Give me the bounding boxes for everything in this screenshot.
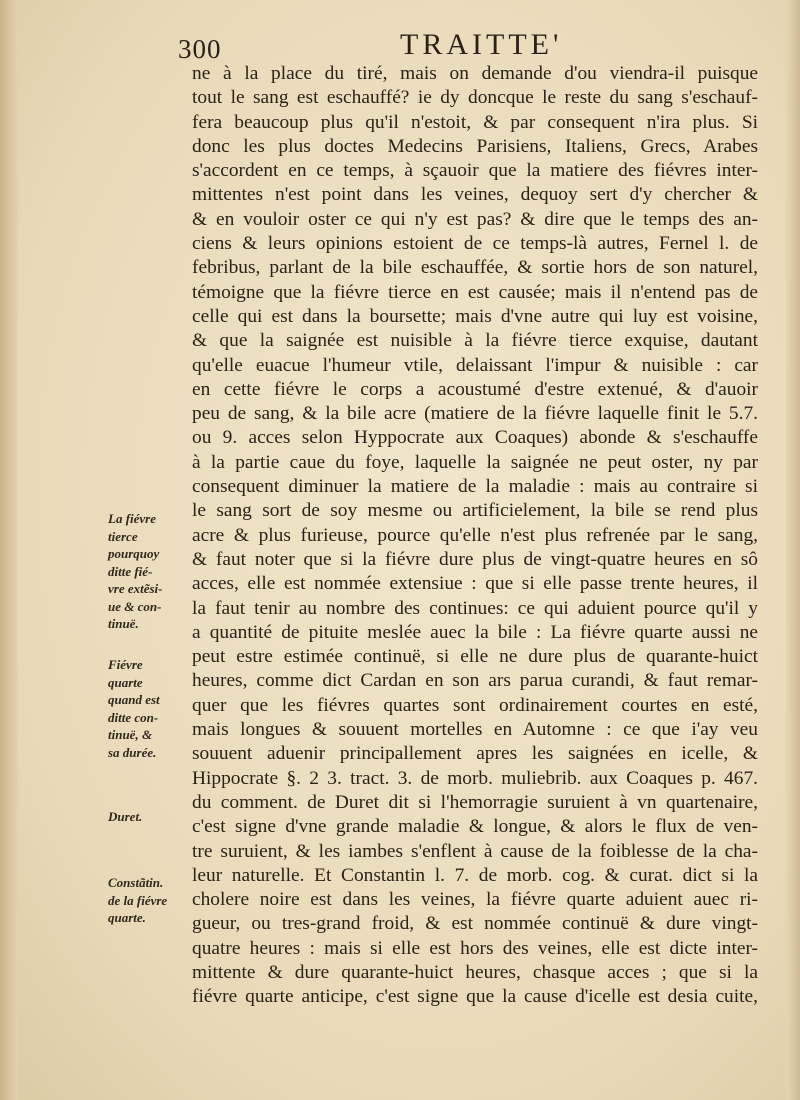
text-line: gueur, ou tres-grand froid, & est nommée continuë & dure vingt- — [192, 913, 758, 935]
margin-note-line: tinuë. — [108, 616, 139, 631]
margin-note-line: de la fiévre — [108, 892, 168, 908]
margin-note-line: pourquoy — [108, 546, 160, 561]
text-line: peu de sang, & la bile acre (matiere de la fiévre laquelle finit le 5.7. — [192, 403, 758, 425]
text-line: tout le sang est eschauffé? ie dy doncque le reste du sang s'eschauf- — [192, 87, 758, 109]
margin-note-line: ue & con- — [108, 598, 162, 614]
text-line: cholere noire est dans les veines, la fiévre quarte aduient auec ri- — [192, 889, 758, 911]
margin-note-line: Constãtin. — [108, 875, 164, 890]
text-line: souuent aduenir principallement apres les saignées en icelle, & — [192, 743, 758, 765]
text-line: en cette fiévre le corps a acoustumé d'estre extenué, & d'auoir — [192, 378, 758, 400]
body-text — [192, 62, 758, 1010]
text-line: à la partie caue du foye, laquelle la saignée ne peut oster, ny par — [192, 451, 758, 473]
margin-note-line: ditte con- — [108, 709, 159, 725]
margin-note-line: quarte. — [108, 910, 146, 925]
text-line: témoigne que la fiévre tierce en est causée; mais il n'entend pas de — [192, 281, 758, 303]
text-line: tre suruient, & les iambes s'enflent à cause de la foiblesse de la cha- — [192, 840, 758, 862]
running-title: TRAITTE' — [400, 28, 563, 61]
text-line: ne à la place du tiré, mais on demande d'ou viendra-il puisque — [192, 63, 758, 84]
text-line: & faut noter que si la fiévre dure plus de vingt-quatre heures en sô — [192, 548, 758, 570]
text-line: a quantité de pituite meslée auec la bile : La fiévre quarte aussi ne — [192, 621, 758, 643]
margin-note — [108, 656, 198, 761]
text-line: ciens & leurs opinions estoient de ce temps-là autres, Fernel l. de — [192, 233, 758, 255]
margin-note-line: vre extẽsi- — [108, 581, 163, 596]
text-line: mittentes n'est point dans les veines, dequoy sert d'y chercher & — [192, 184, 758, 206]
text-line: mittente & dure quarante-huict heures, chasque acces ; que si la — [192, 961, 758, 983]
text-line: du comment. de Duret dit si l'hemorragie suruient à vn quartenaire, — [192, 791, 758, 813]
page-edge-right — [786, 0, 800, 1100]
text-line: mais longues & souuent mortelles en Automne : ce que i'ay veu — [192, 719, 758, 741]
text-line: fiévre quarte anticipe, c'est signe que la cause d'icelle est desia cuite, — [192, 986, 758, 1008]
text-line: febribus, parlant de la bile eschauffée, & sortie hors de son naturel, — [192, 257, 758, 279]
text-line: heures, comme dict Cardan en son ars parua curandi, & faut remar- — [192, 670, 758, 692]
margin-note-line: ditte fié- — [108, 563, 153, 579]
margin-note-line: quand est — [108, 692, 160, 707]
text-line: acre & plus furieuse, pource qu'elle n'est plus refrenée par le sang, — [192, 524, 758, 546]
text-line: & en vouloir oster ce qui n'y est pas? & dire que le temps des an- — [192, 208, 758, 230]
text-line: donc les plus doctes Medecins Parisiens, Italiens, Grecs, Arabes — [192, 135, 758, 157]
text-line: fera beaucoup plus qu'il n'estoit, & par consequent n'ira plus. Si — [192, 111, 758, 133]
text-line: s'accordent en ce temps, à sçauoir que la matiere des fiévres inter- — [192, 160, 758, 182]
margin-note-line: La fiévre — [108, 511, 157, 526]
page-number: 300 — [178, 34, 222, 64]
text-line: quer que les fiévres quartes sont ordinairement courtes en esté, — [192, 694, 758, 716]
text-line: acces, elle est nommée extensiue : que si elle passe trente heures, il — [192, 573, 758, 595]
page-edge-left — [0, 0, 18, 1100]
text-line: c'est signe d'vne grande maladie & longue, & alors le flux de ven- — [192, 816, 758, 838]
text-line: Hippocrate §. 2 3. tract. 3. de morb. muliebrib. aux Coaques p. 467. — [192, 767, 758, 789]
text-line: celle qui est dans la boursette; mais d'vne autre qui luy est voisine, — [192, 305, 758, 327]
text-line: la faut tenir au nombre des continues: ce qui aduient pource qu'il y — [192, 597, 758, 619]
margin-note — [108, 874, 198, 927]
margin-note-line: quarte — [108, 674, 143, 690]
margin-note — [108, 510, 198, 633]
margin-note — [108, 808, 198, 826]
text-line: ou 9. acces selon Hyppocrate aux Coaques) abonde & s'eschauffe — [192, 427, 758, 449]
text-line: quatre heures : mais si elle est hors des veines, elle est dicte inter- — [192, 937, 758, 959]
margin-note-line: Duret. — [108, 809, 143, 824]
margin-note-line: tierce — [108, 528, 138, 544]
text-line: leur naturelle. Et Constantin l. 7. de morb. cog. & curat. dict si la — [192, 864, 758, 886]
text-line: le sang sort de soy mesme ou artificielement, la bile se rend plus — [192, 500, 758, 522]
text-line: qu'elle euacue l'humeur vtile, delaissant l'impur & nuisible : car — [192, 354, 758, 376]
margin-note-line: Fiévre — [108, 657, 143, 672]
text-line: & que la saignée est nuisible à la fiévre tierce exquise, dautant — [192, 330, 758, 352]
margin-note-line: sa durée. — [108, 744, 157, 760]
text-line: peut estre estimée continuë, si elle ne dure plus de quarante-huict — [192, 646, 758, 668]
margin-note-line: tinuë, & — [108, 727, 153, 742]
text-line: consequent diminuer la matiere de la maladie : mais au contraire si — [192, 476, 758, 498]
